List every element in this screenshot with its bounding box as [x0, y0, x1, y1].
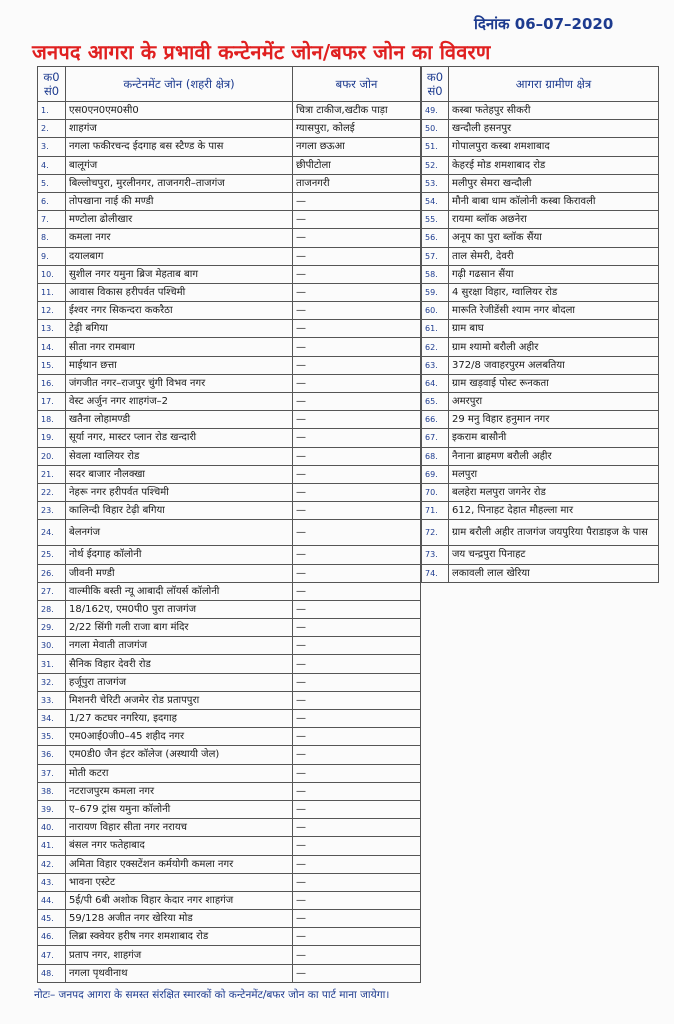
table-row [38, 265, 421, 283]
containment-zone-cell: माईथान छत्ता [66, 356, 293, 374]
table-row [422, 465, 659, 483]
containment-zone-cell: 1/27 कटघर नगरिया, इदगाह [66, 710, 293, 728]
serial-number: 33. [38, 691, 66, 709]
table-row [38, 356, 421, 374]
serial-number: 31. [38, 655, 66, 673]
table-row [38, 837, 421, 855]
table-row [38, 946, 421, 964]
table-row [422, 338, 659, 356]
containment-zone-cell: एम0आई0जी0–45 शहीद नगर [66, 728, 293, 746]
table-row [38, 928, 421, 946]
containment-zone-cell: नटराजपुरम कमला नगर [66, 782, 293, 800]
buffer-zone-cell: — [293, 411, 421, 429]
table-row [38, 782, 421, 800]
buffer-zone-cell: — [293, 782, 421, 800]
rural-area-cell: ताल सेमरी, देवरी [449, 247, 659, 265]
serial-number: 27. [38, 582, 66, 600]
serial-number: 50. [422, 120, 449, 138]
serial-number: 22. [38, 483, 66, 501]
buffer-zone-cell: चित्रा टाकीज,खटीक पाड़ा [293, 102, 421, 120]
containment-zone-cell: नगला पृथवीनाथ [66, 964, 293, 982]
table-row [38, 192, 421, 210]
table-row [38, 619, 421, 637]
table-row [422, 247, 659, 265]
buffer-zone-cell: — [293, 564, 421, 582]
col-header-sn: क0 सं0 [422, 67, 449, 102]
containment-zone-cell: मोती कटरा [66, 764, 293, 782]
serial-number: 47. [38, 946, 66, 964]
table-row [422, 429, 659, 447]
footer-note: नोटः– जनपद आगरा के समस्त संरक्षित स्मारकों को कन्टेनमेंट/बफर जोन का पार्ट माना जायेगा। [34, 989, 390, 1001]
serial-number: 46. [38, 928, 66, 946]
containment-zone-cell: सेवला ग्वालियर रोड [66, 447, 293, 465]
rural-area-cell: जय चन्द्रपुरा पिनाहट [449, 546, 659, 564]
containment-zone-cell: जीवनी मण्डी [66, 564, 293, 582]
buffer-zone-cell: — [293, 710, 421, 728]
serial-number: 40. [38, 819, 66, 837]
serial-number: 58. [422, 265, 449, 283]
table-row [38, 546, 421, 564]
rural-area-cell: ग्राम श्यामो बरौली अहीर [449, 338, 659, 356]
table-row [38, 211, 421, 229]
buffer-zone-cell: — [293, 855, 421, 873]
serial-number: 7. [38, 211, 66, 229]
serial-number: 15. [38, 356, 66, 374]
containment-zone-cell: लिब्रा स्क्वेयर हरीष नगर शमशाबाद रोड [66, 928, 293, 946]
containment-zone-cell: बिल्लोचपुरा, मुरलीनगर, ताजनगरी–ताजगंज [66, 174, 293, 192]
table-row [38, 156, 421, 174]
document-title: जनपद आगरा के प्रभावी कन्टेनमेंट जोन/बफर जोन का विवरण [32, 40, 491, 64]
serial-number: 69. [422, 465, 449, 483]
table-row [38, 964, 421, 982]
serial-number: 59. [422, 283, 449, 301]
table-row [38, 655, 421, 673]
rural-area-cell: खन्दौली हसनपुर [449, 120, 659, 138]
containment-zone-cell: सैनिक विहार देवरी रोड [66, 655, 293, 673]
table-row [38, 502, 421, 520]
containment-zone-cell: वाल्मीकि बस्ती न्यू आबादी लॉयर्स कॉलोनी [66, 582, 293, 600]
containment-zone-cell: जंगजीत नगर–राजपुर चुंगी विभव नगर [66, 374, 293, 392]
serial-number: 28. [38, 600, 66, 618]
table-row [422, 546, 659, 564]
serial-number: 41. [38, 837, 66, 855]
rural-area-cell: केहरई मोड शमशाबाद रोड [449, 156, 659, 174]
containment-zone-cell: नोर्थ ईदगाह कॉलोनी [66, 546, 293, 564]
serial-number: 65. [422, 393, 449, 411]
col-header-sn: क0 सं0 [38, 67, 66, 102]
table-row [38, 582, 421, 600]
serial-number: 53. [422, 174, 449, 192]
rural-area-cell: गोपालपुरा कस्बा शमशाबाद [449, 138, 659, 156]
rural-area-cell: मलपुरा [449, 465, 659, 483]
table-row [422, 411, 659, 429]
serial-number: 11. [38, 283, 66, 301]
col-header-zone: कन्टेनमेंट जोन (शहरी क्षेत्र) [66, 67, 293, 102]
serial-number: 61. [422, 320, 449, 338]
serial-number: 51. [422, 138, 449, 156]
table-row [38, 520, 421, 546]
serial-number: 20. [38, 447, 66, 465]
table-row [38, 120, 421, 138]
containment-zone-cell: सीता नगर रामबाग [66, 338, 293, 356]
buffer-zone-cell: — [293, 637, 421, 655]
containment-zone-cell: दयालबाग [66, 247, 293, 265]
table-row [38, 447, 421, 465]
containment-zone-cell: सूर्या नगर, मास्टर प्लान रोड खन्दारी [66, 429, 293, 447]
rural-area-cell: लकावली लाल खेरिया [449, 564, 659, 582]
containment-zone-cell: नारायण विहार सीता नगर नरायच [66, 819, 293, 837]
serial-number: 73. [422, 546, 449, 564]
serial-number: 14. [38, 338, 66, 356]
table-row [422, 138, 659, 156]
table-row [38, 673, 421, 691]
containment-zone-cell: 18/162ए, एम0पी0 पुरा ताजगंज [66, 600, 293, 618]
containment-zone-cell: बंसल नगर फतेहाबाद [66, 837, 293, 855]
table-row [422, 447, 659, 465]
table-row [422, 502, 659, 520]
buffer-zone-cell: — [293, 429, 421, 447]
table-row [38, 483, 421, 501]
table-row [422, 211, 659, 229]
serial-number: 29. [38, 619, 66, 637]
rural-area-cell: मौनी बाबा धाम कॉलोनी कस्बा किरावली [449, 192, 659, 210]
serial-number: 21. [38, 465, 66, 483]
serial-number: 72. [422, 520, 449, 546]
serial-number: 42. [38, 855, 66, 873]
serial-number: 13. [38, 320, 66, 338]
rural-area-cell: इकराम बासौनी [449, 429, 659, 447]
serial-number: 38. [38, 782, 66, 800]
serial-number: 52. [422, 156, 449, 174]
serial-number: 25. [38, 546, 66, 564]
serial-number: 54. [422, 192, 449, 210]
containment-zone-cell: नगला मेवाती ताजगंज [66, 637, 293, 655]
serial-number: 26. [38, 564, 66, 582]
buffer-zone-cell: — [293, 673, 421, 691]
buffer-zone-cell: — [293, 819, 421, 837]
table-row [38, 320, 421, 338]
table-row [38, 910, 421, 928]
rural-area-cell: ग्राम बरौली अहीर ताजगंज जयपुरिया पैराडाइज के पास [449, 520, 659, 546]
table-row [422, 229, 659, 247]
serial-number: 48. [38, 964, 66, 982]
col-header-buffer: बफर जोन [293, 67, 421, 102]
table-row [38, 374, 421, 392]
containment-zone-cell: 2/22 सिंगी गली राजा बाग मंदिर [66, 619, 293, 637]
urban-containment-table [37, 66, 421, 983]
buffer-zone-cell: — [293, 928, 421, 946]
table-row [422, 156, 659, 174]
table-row [422, 192, 659, 210]
buffer-zone-cell: — [293, 691, 421, 709]
buffer-zone-cell: — [293, 356, 421, 374]
serial-number: 32. [38, 673, 66, 691]
table-row [38, 764, 421, 782]
serial-number: 6. [38, 192, 66, 210]
buffer-zone-cell: — [293, 447, 421, 465]
buffer-zone-cell: — [293, 728, 421, 746]
table-row [38, 691, 421, 709]
serial-number: 56. [422, 229, 449, 247]
buffer-zone-cell: — [293, 964, 421, 982]
rural-area-cell: नैनाना ब्राहमण बरौली अहीर [449, 447, 659, 465]
buffer-zone-cell: — [293, 283, 421, 301]
table-row [422, 120, 659, 138]
containment-zone-cell: बालूगंज [66, 156, 293, 174]
buffer-zone-cell: — [293, 764, 421, 782]
containment-zone-cell: 5ई/पी 6बी अशोक विहार केदार नगर शाहगंज [66, 891, 293, 909]
containment-zone-cell: भावना एस्टेट [66, 873, 293, 891]
table-row [38, 800, 421, 818]
buffer-zone-cell: — [293, 265, 421, 283]
table-row [38, 728, 421, 746]
rural-area-cell: बलहेरा मलपुरा जगनेर रोड [449, 483, 659, 501]
col-header-area: आगरा ग्रामीण क्षेत्र [449, 67, 659, 102]
table-row [38, 564, 421, 582]
rural-area-cell: ग्राम बाघ [449, 320, 659, 338]
table-row [38, 411, 421, 429]
containment-zone-cell: सुशील नगर यमुना ब्रिज मेहताब बाग [66, 265, 293, 283]
buffer-zone-cell: — [293, 891, 421, 909]
serial-number: 36. [38, 746, 66, 764]
serial-number: 62. [422, 338, 449, 356]
containment-zone-cell: ईश्वर नगर सिकन्दरा ककरैठा [66, 302, 293, 320]
rural-area-cell: रायमा ब्लॉक अछनेरा [449, 211, 659, 229]
buffer-zone-cell: — [293, 483, 421, 501]
rural-area-cell: 29 मनु विहार हनुमान नगर [449, 411, 659, 429]
containment-zone-cell: एम0डी0 जैन इंटर कॉलेज (अस्थायी जेल) [66, 746, 293, 764]
containment-zone-cell: बेलनगंज [66, 520, 293, 546]
table-row [38, 465, 421, 483]
buffer-zone-cell: — [293, 520, 421, 546]
containment-zone-cell: शाहगंज [66, 120, 293, 138]
serial-number: 2. [38, 120, 66, 138]
buffer-zone-cell: — [293, 302, 421, 320]
serial-number: 68. [422, 447, 449, 465]
rural-area-cell: 612, पिनाहट देहात मौहल्ला मार [449, 502, 659, 520]
serial-number: 19. [38, 429, 66, 447]
serial-number: 34. [38, 710, 66, 728]
rural-area-cell: 4 सुरक्षा विहार, ग्वालियर रोड [449, 283, 659, 301]
buffer-zone-cell: छीपीटोला [293, 156, 421, 174]
buffer-zone-cell: — [293, 192, 421, 210]
serial-number: 3. [38, 138, 66, 156]
table-row [38, 746, 421, 764]
table-row [38, 855, 421, 873]
serial-number: 71. [422, 502, 449, 520]
table-row [422, 393, 659, 411]
table-row [38, 174, 421, 192]
containment-zone-cell: मिशनरी चेरिटी अजमेर रोड प्रतापपुरा [66, 691, 293, 709]
serial-number: 23. [38, 502, 66, 520]
table-row [422, 102, 659, 120]
rural-area-cell: मारूति रेजीडेंसी श्याम नगर बोदला [449, 302, 659, 320]
buffer-zone-cell: — [293, 946, 421, 964]
buffer-zone-cell: नगला छऊआ [293, 138, 421, 156]
buffer-zone-cell: ग्यासपुरा, कोलई [293, 120, 421, 138]
buffer-zone-cell: — [293, 800, 421, 818]
table-row [38, 393, 421, 411]
table-row [422, 356, 659, 374]
table-row [422, 265, 659, 283]
containment-zone-cell: खतैना लोहामण्डी [66, 411, 293, 429]
buffer-zone-cell: — [293, 247, 421, 265]
table-row [38, 229, 421, 247]
rural-area-cell: 372/8 जवाहरपुरम अलबतिया [449, 356, 659, 374]
table-row [38, 247, 421, 265]
containment-zone-cell: हर्जूपुरा ताजगंज [66, 673, 293, 691]
containment-zone-cell: सदर बाजार नौलक्खा [66, 465, 293, 483]
buffer-zone-cell: — [293, 837, 421, 855]
table-row [38, 338, 421, 356]
table-row [422, 302, 659, 320]
table-row [38, 600, 421, 618]
rural-area-cell: अनूप का पुरा ब्लॉक सैंया [449, 229, 659, 247]
rural-area-cell: मलीपुर सेमरा खन्दौली [449, 174, 659, 192]
buffer-zone-cell: — [293, 910, 421, 928]
table-row [38, 873, 421, 891]
containment-zone-cell: मण्टोला ढोलीखार [66, 211, 293, 229]
buffer-zone-cell: — [293, 393, 421, 411]
serial-number: 8. [38, 229, 66, 247]
containment-zone-cell: नगला फकीरचन्द ईदगाह बस स्टैण्ड के पास [66, 138, 293, 156]
serial-number: 39. [38, 800, 66, 818]
serial-number: 60. [422, 302, 449, 320]
table-row [422, 283, 659, 301]
table-row [38, 637, 421, 655]
serial-number: 63. [422, 356, 449, 374]
buffer-zone-cell: — [293, 502, 421, 520]
buffer-zone-cell: — [293, 211, 421, 229]
containment-zone-cell: ए–679 ट्रांस यमुना कॉलोनी [66, 800, 293, 818]
buffer-zone-cell: — [293, 320, 421, 338]
serial-number: 57. [422, 247, 449, 265]
containment-zone-cell: अमिता विहार एक्सटेंशन कर्मयोगी कमला नगर [66, 855, 293, 873]
serial-number: 67. [422, 429, 449, 447]
serial-number: 49. [422, 102, 449, 120]
document-date: दिनांक 06–07–2020 [474, 15, 614, 33]
table-row [38, 710, 421, 728]
table-row [38, 891, 421, 909]
buffer-zone-cell: — [293, 465, 421, 483]
buffer-zone-cell: — [293, 746, 421, 764]
table-row [422, 374, 659, 392]
table-row [422, 174, 659, 192]
containment-zone-cell: कालिन्दी विहार टेढ़ी बगिया [66, 502, 293, 520]
table-row [422, 564, 659, 582]
containment-zone-cell: वेस्ट अर्जुन नगर शाहगंज–2 [66, 393, 293, 411]
containment-zone-cell: प्रताप नगर, शाहगंज [66, 946, 293, 964]
containment-zone-cell: 59/128 अजीत नगर खेरिया मोड [66, 910, 293, 928]
serial-number: 55. [422, 211, 449, 229]
containment-zone-cell: नेहरू नगर हरीपर्वत पश्चिमी [66, 483, 293, 501]
buffer-zone-cell: — [293, 374, 421, 392]
serial-number: 35. [38, 728, 66, 746]
buffer-zone-cell: — [293, 600, 421, 618]
buffer-zone-cell: — [293, 619, 421, 637]
rural-area-cell: अमरपुरा [449, 393, 659, 411]
buffer-zone-cell: — [293, 655, 421, 673]
serial-number: 74. [422, 564, 449, 582]
serial-number: 24. [38, 520, 66, 546]
containment-zone-cell: टेढ़ी बगिया [66, 320, 293, 338]
serial-number: 10. [38, 265, 66, 283]
serial-number: 18. [38, 411, 66, 429]
serial-number: 4. [38, 156, 66, 174]
table-row [38, 429, 421, 447]
rural-area-cell: ग्राम खड़वाई पोस्ट रूनकता [449, 374, 659, 392]
table-row [422, 520, 659, 546]
serial-number: 45. [38, 910, 66, 928]
table-row [38, 819, 421, 837]
serial-number: 1. [38, 102, 66, 120]
serial-number: 16. [38, 374, 66, 392]
containment-zone-cell: तोपखाना नाई की मण्डी [66, 192, 293, 210]
serial-number: 37. [38, 764, 66, 782]
containment-zone-cell: आवास विकास हरीपर्वत पश्चिमी [66, 283, 293, 301]
buffer-zone-cell: — [293, 338, 421, 356]
table-row [38, 302, 421, 320]
buffer-zone-cell: — [293, 582, 421, 600]
containment-zone-cell: कमला नगर [66, 229, 293, 247]
serial-number: 9. [38, 247, 66, 265]
rural-area-table [421, 66, 659, 583]
buffer-zone-cell: ताजनगरी [293, 174, 421, 192]
serial-number: 5. [38, 174, 66, 192]
table-row [38, 102, 421, 120]
rural-area-cell: गढ़ी गढसान सैंया [449, 265, 659, 283]
serial-number: 70. [422, 483, 449, 501]
serial-number: 30. [38, 637, 66, 655]
buffer-zone-cell: — [293, 873, 421, 891]
table-row [38, 138, 421, 156]
buffer-zone-cell: — [293, 546, 421, 564]
serial-number: 64. [422, 374, 449, 392]
rural-area-cell: कस्बा फतेहपुर सीकरी [449, 102, 659, 120]
table-row [422, 483, 659, 501]
table-row [38, 283, 421, 301]
table-row [422, 320, 659, 338]
containment-zone-cell: एस0एन0एम0सी0 [66, 102, 293, 120]
serial-number: 44. [38, 891, 66, 909]
serial-number: 12. [38, 302, 66, 320]
buffer-zone-cell: — [293, 229, 421, 247]
serial-number: 66. [422, 411, 449, 429]
serial-number: 17. [38, 393, 66, 411]
serial-number: 43. [38, 873, 66, 891]
